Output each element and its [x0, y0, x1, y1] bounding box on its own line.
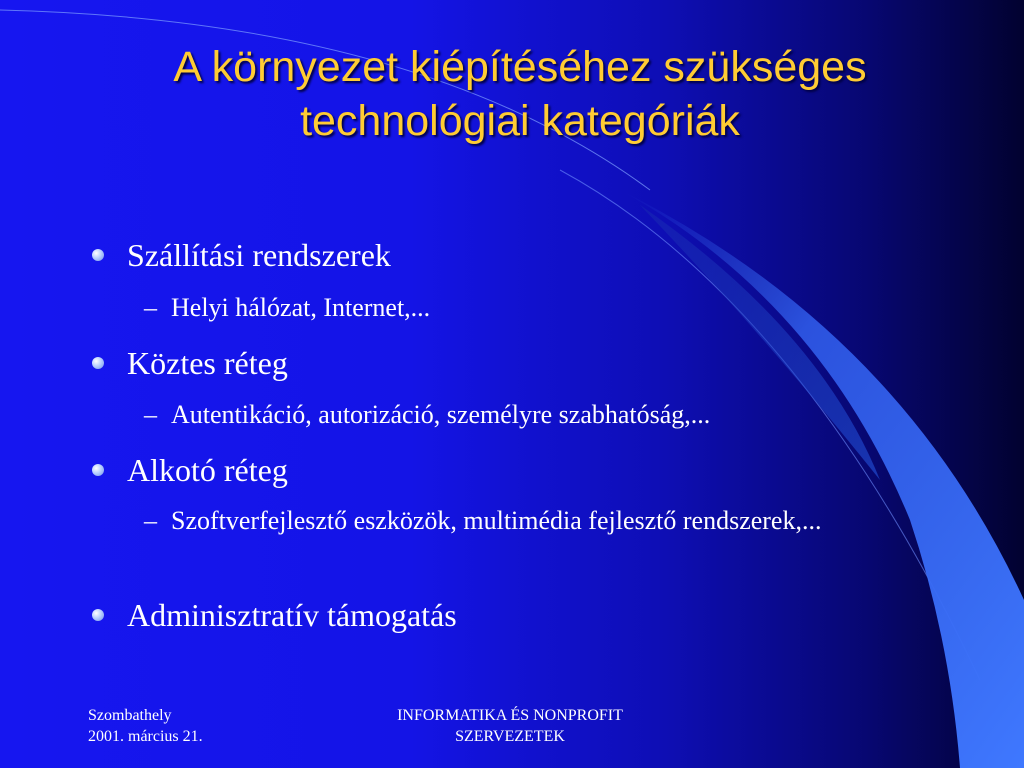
footer-date: 2001. március 21.: [88, 728, 203, 745]
footer-organization: [340, 705, 680, 747]
sub-bullet-item: Helyi hálózat, Internet,...: [171, 293, 431, 322]
footer-location-date: [88, 705, 203, 747]
bullet-item-koztes: Köztes réteg: [127, 345, 288, 381]
bullet-item-szallitasi: Szállítási rendszerek: [127, 237, 391, 273]
bullet-dot: [92, 609, 104, 621]
sub-bullet-dash: –: [144, 400, 157, 429]
footer-org-line1: INFORMATIKA ÉS NONPROFIT: [397, 707, 623, 724]
sub-bullet-item: Autentikáció, autorizáció, személyre szabhatóság,...: [171, 400, 711, 429]
bullet-dot: [92, 249, 104, 261]
bullet-dot: [92, 464, 104, 476]
sub-bullet-dash: –: [144, 506, 157, 535]
slide-title: A környezet kiépítéséhez szükséges technológiai kategóriák: [173, 43, 867, 145]
sub-bullet-item: Szoftverfejlesztő eszközök, multimédia fejlesztő rendszerek,...: [171, 506, 822, 535]
footer-org-line2: SZERVEZETEK: [455, 728, 565, 745]
bullet-dot: [92, 357, 104, 369]
footer-location: Szombathely: [88, 707, 172, 724]
bullet-item-adminisztrativ: Adminisztratív támogatás: [127, 597, 457, 633]
bullet-item-alkoto: Alkotó réteg: [127, 452, 288, 488]
sub-bullet-dash: –: [144, 293, 157, 322]
